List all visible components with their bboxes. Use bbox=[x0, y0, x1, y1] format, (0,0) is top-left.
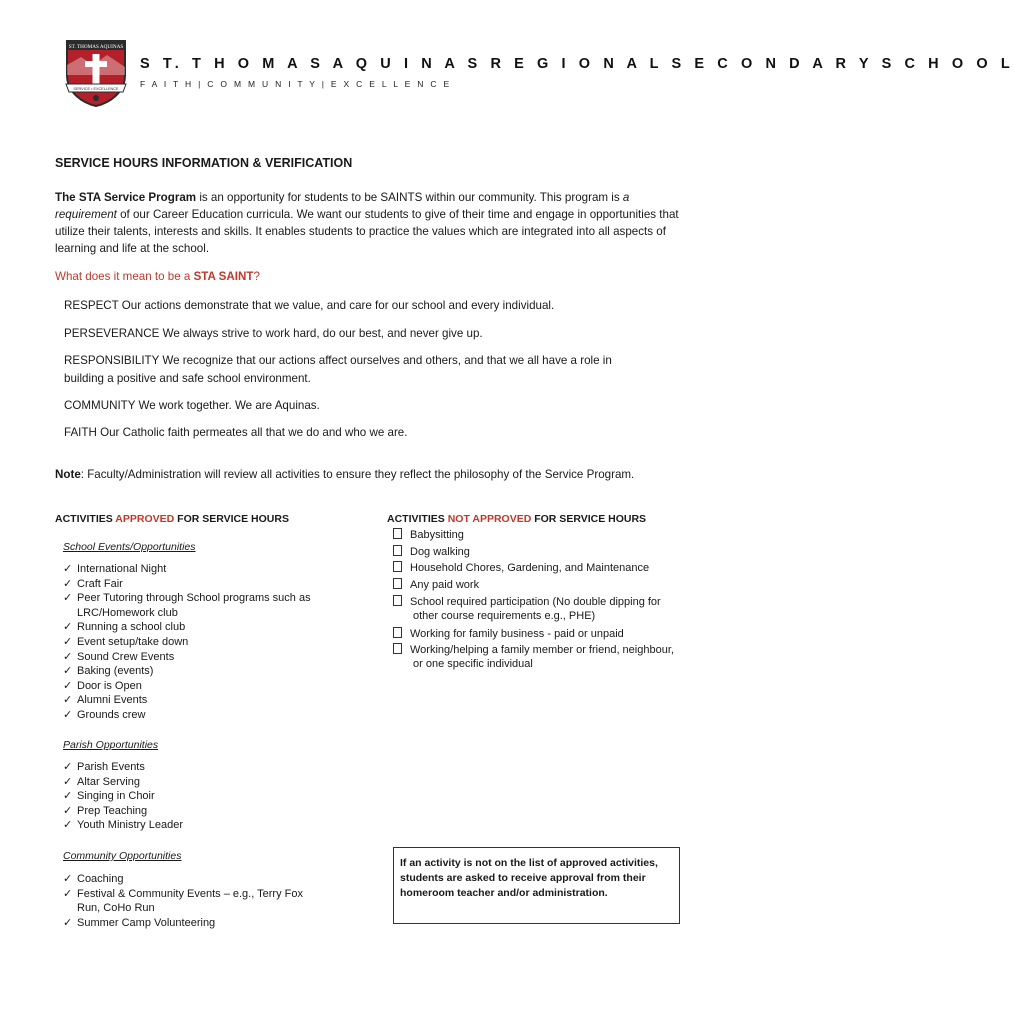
value-respect bbox=[64, 297, 644, 315]
intro-italic: a requirement bbox=[55, 191, 630, 221]
box-icon bbox=[393, 578, 402, 589]
box-icon bbox=[393, 643, 402, 654]
check-icon: ✓ bbox=[63, 887, 73, 900]
value-text: We always strive to work hard, do our best, and never give up. bbox=[159, 327, 483, 340]
school-events-list bbox=[63, 562, 328, 723]
check-icon: ✓ bbox=[63, 679, 73, 692]
list-item: ✓ Prep Teaching bbox=[63, 804, 148, 817]
check-icon: ✓ bbox=[63, 916, 73, 929]
community-list bbox=[63, 872, 318, 930]
value-key: FAITH bbox=[64, 426, 97, 439]
list-item: Babysitting bbox=[393, 527, 683, 544]
intro-lead: The STA Service Program bbox=[55, 191, 197, 204]
check-icon: ✓ bbox=[63, 694, 73, 707]
list-item: ✓ Peer Tutoring through School programs such as LRC/Homework club bbox=[63, 592, 311, 619]
school-events-heading: School Events/Opportunities bbox=[63, 541, 196, 553]
value-text: Our actions demonstrate that we value, and care for our school and every individual. bbox=[118, 299, 555, 312]
heading-post: FOR SERVICE HOURS bbox=[531, 513, 647, 525]
check-icon: ✓ bbox=[63, 563, 73, 575]
list-item: School required participation (No double dipping for other course requirements e.g., PHE) bbox=[393, 595, 683, 623]
parish-list bbox=[63, 760, 328, 833]
question-text: What does it mean to be a bbox=[55, 270, 194, 283]
check-icon: ✓ bbox=[63, 665, 73, 678]
check-icon: ✓ bbox=[63, 650, 73, 663]
value-text: We recognize that our actions affect ourselves and others, and that we all have a role in building a positive and safe school environment. bbox=[64, 354, 612, 385]
question-end: ? bbox=[253, 270, 260, 283]
approval-notice-box: If an activity is not on the list of approved activities, students are asked to receive approval from their homeroom teacher and/or administration. bbox=[393, 847, 680, 924]
approved-heading bbox=[55, 513, 289, 525]
heading-post: FOR SERVICE HOURS bbox=[174, 513, 289, 525]
list-item: Any paid work bbox=[393, 577, 683, 594]
check-icon: ✓ bbox=[63, 819, 73, 832]
value-perseverance bbox=[64, 325, 644, 343]
box-icon bbox=[393, 528, 402, 539]
not-approved-list bbox=[393, 527, 683, 672]
check-icon: ✓ bbox=[63, 790, 73, 803]
heading-red: NOT APPROVED bbox=[447, 513, 532, 525]
intro-text-2: of our Career Education curricula. We want our students to give of their time and engage in opportunities that utilize their talents, interests and skills. It enables students to practice the values which are integrated into all aspects of learning and life at the school. bbox=[55, 208, 679, 255]
check-icon: ✓ bbox=[63, 761, 73, 773]
heading-pre: ACTIVITIES bbox=[55, 513, 116, 525]
note-line bbox=[55, 468, 634, 481]
list-item: ✓ Altar Serving bbox=[63, 775, 140, 788]
school-motto: F A I T H | C O M M U N I T Y | E X C E L L E N C E bbox=[140, 79, 452, 89]
parish-heading: Parish Opportunities bbox=[63, 739, 159, 751]
list-item: ✓ Grounds crew bbox=[63, 708, 146, 721]
heading-pre: ACTIVITIES bbox=[387, 513, 448, 525]
list-item: ✓ Alumni Events bbox=[63, 694, 148, 707]
value-key: RESPONSIBILITY bbox=[64, 354, 160, 367]
list-item: Household Chores, Gardening, and Maintenance bbox=[393, 560, 683, 577]
school-name: S T. T H O M A S A Q U I N A S R E G I O N A L S E C O N D A R Y S C H O O L bbox=[140, 56, 1014, 72]
value-faith bbox=[64, 424, 644, 442]
crest-text: ST. THOMAS AQUINAS bbox=[68, 44, 124, 50]
note-label: Note bbox=[55, 468, 81, 481]
note-text: : Faculty/Administration will review all activities to ensure they reflect the philosophy of the Service Program. bbox=[80, 468, 635, 481]
check-icon: ✓ bbox=[63, 873, 73, 885]
list-item: ✓ Running a school club bbox=[63, 621, 186, 634]
box-icon bbox=[393, 545, 402, 556]
heading-red: APPROVED bbox=[115, 513, 175, 525]
community-heading: Community Opportunities bbox=[63, 850, 182, 862]
check-icon: ✓ bbox=[63, 592, 73, 605]
page-title: SERVICE HOURS INFORMATION & VERIFICATION bbox=[55, 156, 353, 170]
box-icon bbox=[393, 561, 402, 572]
intro-text-1: is an opportunity for students to be SAINTS within our community. This program is bbox=[196, 191, 623, 204]
check-icon: ✓ bbox=[63, 577, 73, 590]
value-responsibility bbox=[64, 352, 624, 388]
list-item: ✓ Summer Camp Volunteering bbox=[63, 916, 216, 929]
check-icon: ✓ bbox=[63, 621, 73, 634]
value-text: Our Catholic faith permeates all that we do and who we are. bbox=[96, 426, 408, 439]
check-icon: ✓ bbox=[63, 775, 73, 788]
list-item: ✓ Event setup/take down bbox=[63, 635, 189, 648]
list-item: ✓ Sound Crew Events bbox=[63, 650, 175, 663]
list-item: ✓ Baking (events) bbox=[63, 665, 154, 678]
list-item: ✓ Youth Ministry Leader bbox=[63, 819, 183, 832]
check-icon: ✓ bbox=[63, 635, 73, 648]
box-icon bbox=[393, 595, 402, 606]
list-item: ✓ Craft Fair bbox=[63, 577, 123, 590]
value-key: COMMUNITY bbox=[64, 399, 136, 412]
value-key: PERSEVERANCE bbox=[64, 327, 160, 340]
list-item: ✓ Festival & Community Events – e.g., Terry Fox Run, CoHo Run bbox=[63, 887, 303, 915]
school-crest-logo bbox=[63, 35, 129, 107]
value-text: We work together. We are Aquinas. bbox=[135, 399, 320, 412]
box-icon bbox=[393, 627, 402, 638]
crest-scroll-text: SERVICE • EXCELLENCE bbox=[73, 87, 119, 91]
value-key: RESPECT bbox=[64, 299, 119, 312]
check-icon: ✓ bbox=[63, 708, 73, 721]
list-item: ✓ Parish Events bbox=[63, 761, 145, 773]
list-item: Working for family business - paid or unpaid bbox=[393, 626, 683, 643]
list-item: Dog walking bbox=[393, 544, 683, 561]
intro-paragraph bbox=[55, 189, 685, 257]
saint-question bbox=[55, 270, 260, 283]
question-bold: STA SAINT bbox=[193, 270, 254, 283]
list-item: ✓ International Night bbox=[63, 563, 167, 575]
list-item: Working/helping a family member or friend, neighbour, or one specific individual bbox=[393, 643, 683, 672]
check-icon: ✓ bbox=[63, 804, 73, 817]
list-item: ✓ Coaching bbox=[63, 873, 124, 885]
value-community bbox=[64, 397, 644, 415]
list-item: ✓ Singing in Choir bbox=[63, 790, 155, 803]
list-item: ✓ Door is Open bbox=[63, 679, 142, 692]
not-approved-heading bbox=[387, 513, 646, 525]
